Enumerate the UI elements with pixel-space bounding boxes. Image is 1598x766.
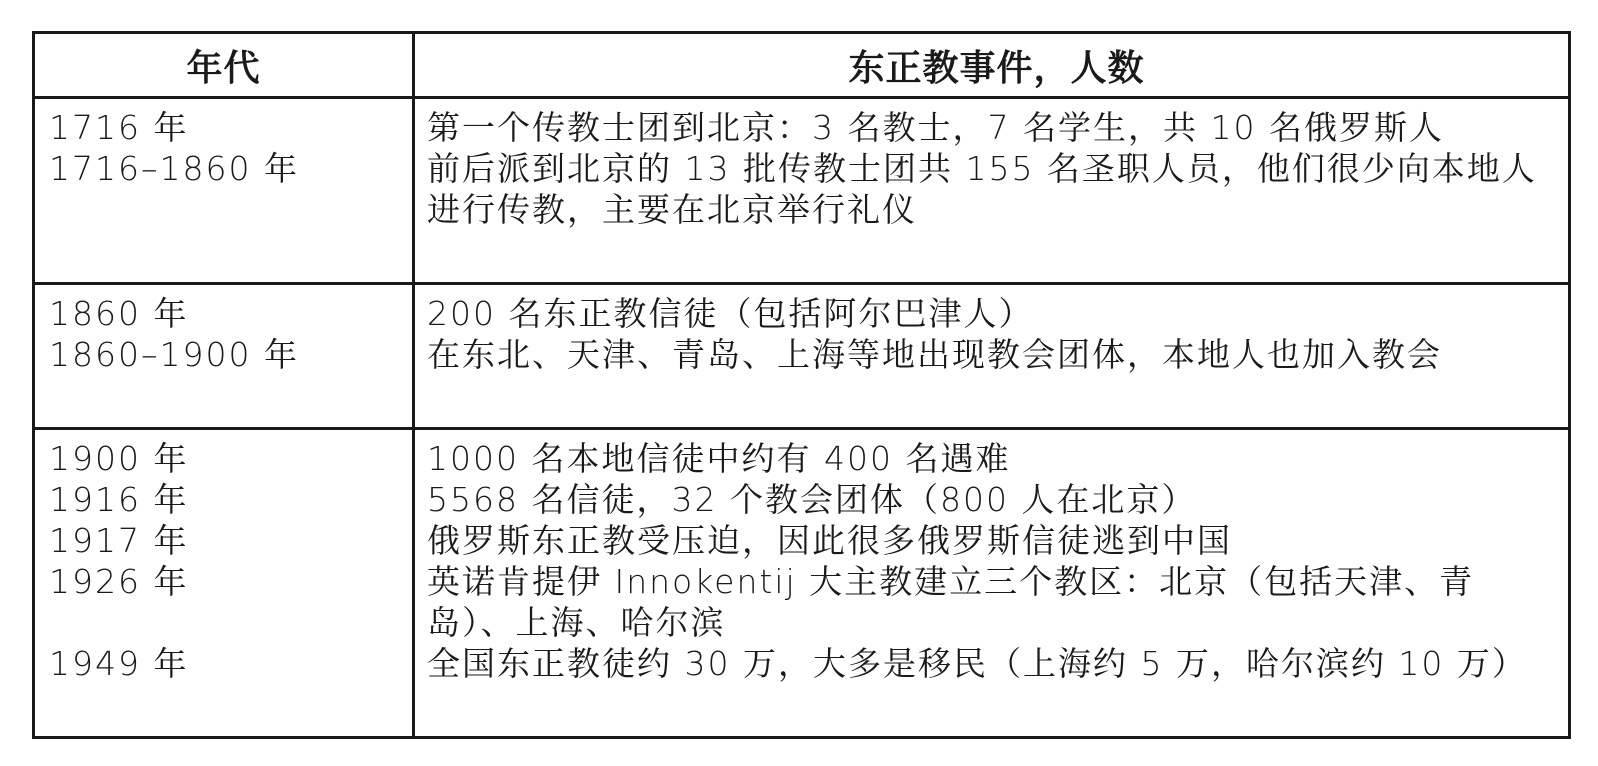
era-line: 1949 年: [49, 644, 189, 683]
era-line: 1926 年: [49, 562, 189, 601]
events-cell: [414, 98, 1570, 284]
events-cell: [414, 429, 1570, 738]
event-text: 1000 名本地信徒中约有 400 名遇难: [427, 439, 1011, 478]
era-line: 1860 年: [49, 294, 189, 333]
event-text: 俄罗斯东正教受压迫，因此很多俄罗斯信徒逃到中国: [427, 521, 1232, 560]
event-text: 5568 名信徒，32 个教会团体（800 人在北京）: [427, 480, 1197, 519]
era-cell: [34, 429, 414, 738]
event-text: 全国东正教徒约 30 万，大多是移民（上海约 5 万，哈尔滨约 10 万）: [427, 644, 1527, 683]
event-text: 第一个传教士团到北京：3 名教士，7 名学生，共 10 名俄罗斯人: [427, 108, 1444, 147]
era-line: 1716–1860 年: [49, 149, 299, 188]
era-line: 1716 年: [49, 108, 189, 147]
table-row: [34, 429, 1570, 738]
era-line: 1900 年: [49, 439, 189, 478]
era-line: 1916 年: [49, 480, 189, 519]
events-cell: [414, 284, 1570, 429]
event-text: 在东北、天津、青岛、上海等地出现教会团体，本地人也加入教会: [427, 335, 1442, 374]
header-events: 东正教事件，人数: [414, 33, 1570, 98]
era-line: 1917 年: [49, 521, 189, 560]
orthodox-history-table: [32, 31, 1571, 739]
era-cell: [34, 284, 414, 429]
event-text: 200 名东正教信徒（包括阿尔巴津人）: [427, 294, 1034, 333]
table-row: [34, 98, 1570, 284]
table-header-row: [34, 33, 1570, 98]
era-line: 1860–1900 年: [49, 335, 299, 374]
header-era: 年代: [34, 33, 414, 98]
era-cell: [34, 98, 414, 284]
table-row: [34, 284, 1570, 429]
era-spacer: [49, 602, 412, 643]
event-text: 英诺肯提伊 Innokentij 大主教建立三个教区：北京（包括天津、青岛）、上海、哈尔滨: [427, 562, 1475, 642]
event-text: 前后派到北京的 13 批传教士团共 155 名圣职人员，他们很少向本地人进行传教，主要在北京举行礼仪: [427, 149, 1537, 229]
